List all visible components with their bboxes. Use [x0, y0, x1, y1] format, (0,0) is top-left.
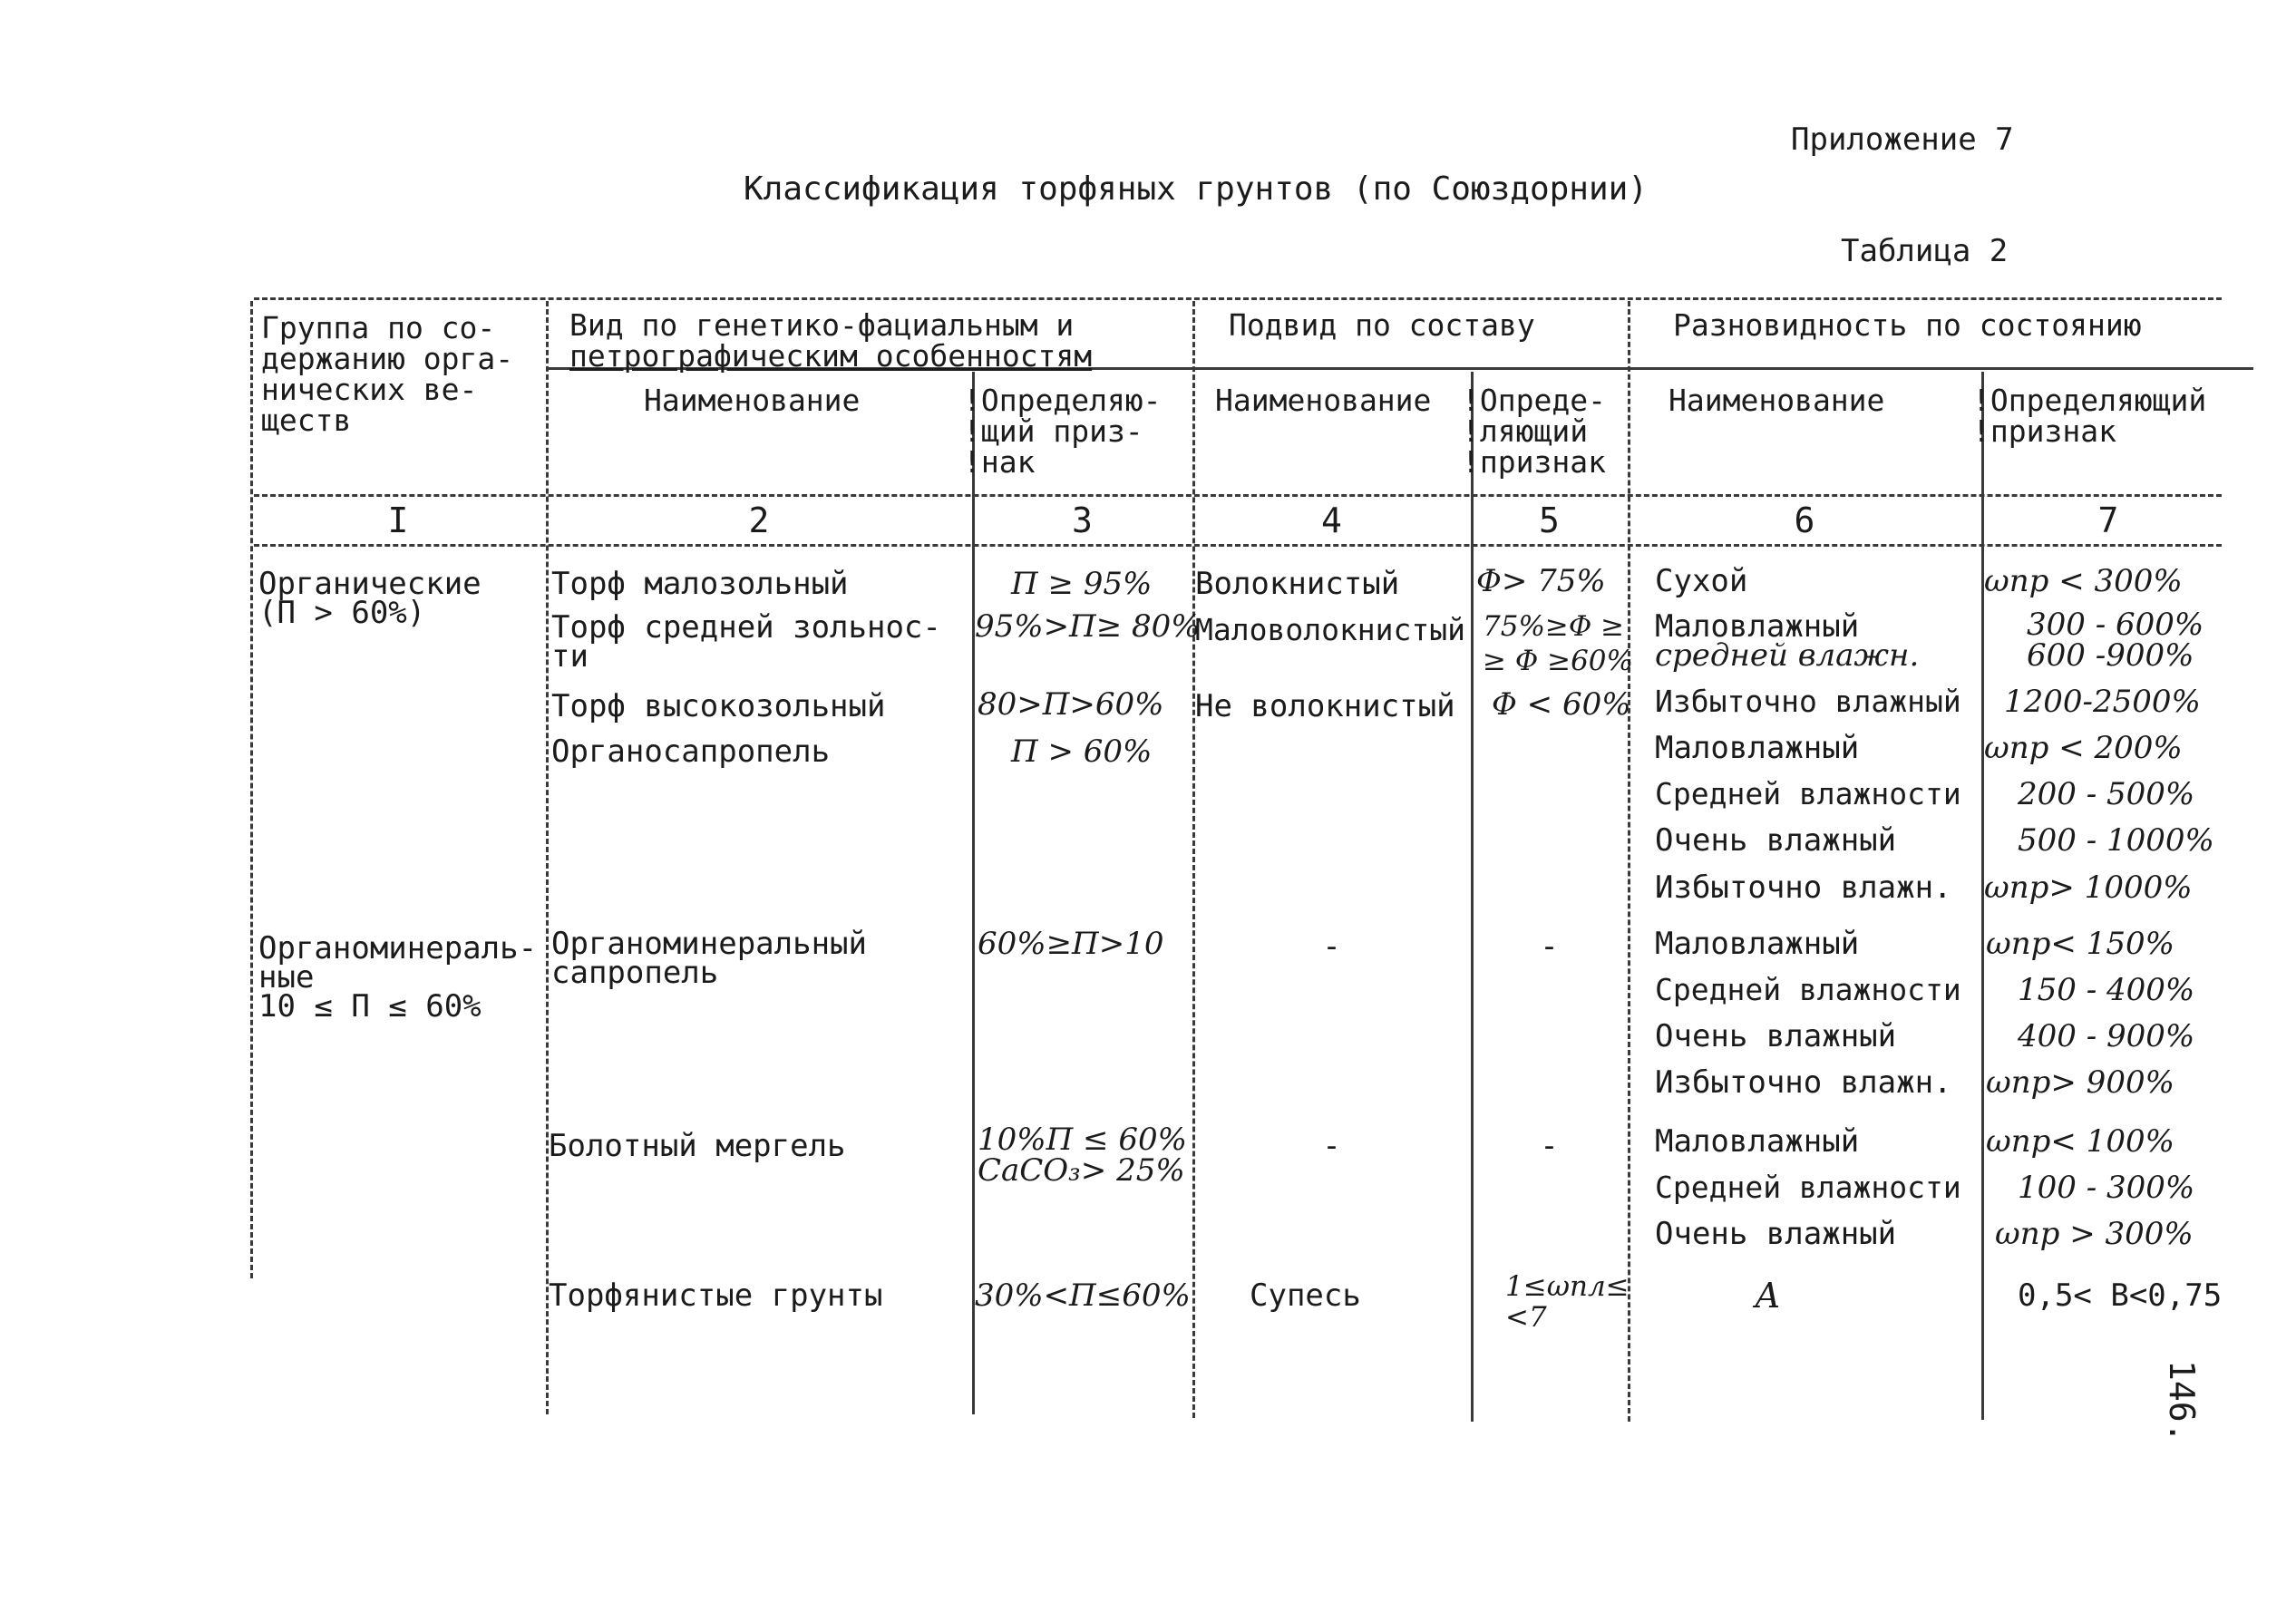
criterion-5-dash-r6: - — [1540, 1128, 1559, 1164]
variety-low-moisture-2: Маловлажный — [1655, 730, 1860, 766]
number-row-line — [254, 544, 2222, 547]
header-criterion-5: !Опреде- !ляющий !признак — [1462, 383, 1606, 480]
header-variety-col: Разновидность по состоянию — [1673, 307, 2142, 343]
col-border-1 — [546, 301, 549, 1414]
subtype-dash-r5: - — [1322, 928, 1341, 965]
criterion-7-r3: 600 -900% — [2027, 637, 2194, 674]
header-name-6: Наименование — [1668, 383, 1885, 418]
criterion-7-r6: 200 - 500% — [2018, 776, 2195, 812]
variety-medium-moisture-2: Средней влажности — [1655, 776, 1961, 811]
header-criterion-3: !Определяю- !щий приз- !нак — [963, 383, 1162, 480]
variety-low-moisture-4: Маловлажный — [1655, 1123, 1860, 1160]
group-organic: Органические (П > 60%) — [258, 566, 482, 631]
subtype-non-fibrous: Не волокнистый — [1195, 688, 1455, 724]
variety-low-moisture: Маловлажный — [1655, 608, 1860, 645]
variety-excess-moist-3: Избыточно влажн. — [1655, 1064, 1952, 1101]
criterion-3-r3: 80>П>60% — [978, 686, 1164, 723]
criterion-7-r7: 500 - 1000% — [2018, 822, 2214, 859]
criterion-7-r5: ωпр < 200% — [1984, 730, 2183, 766]
subtype-dash-r6: - — [1322, 1128, 1341, 1164]
criterion-7-r14: 100 - 300% — [2018, 1170, 2195, 1206]
top-border — [254, 297, 2222, 300]
criterion-7-r4: 1200-2500% — [2004, 684, 2201, 720]
col-number-2: 2 — [748, 500, 770, 540]
header-name-4: Наименование — [1215, 383, 1432, 418]
group-organomineral: Органоминераль- ные 10 ≤ П ≤ 60% — [258, 930, 538, 1025]
variety-medium-moisture-hand: средней влажн. — [1655, 637, 1920, 674]
col-border-5 — [1628, 301, 1630, 1422]
appendix-label: Приложение 7 — [1791, 121, 2014, 158]
subtype-fibrous: Волокнистый — [1195, 566, 1400, 602]
criterion-3-r7: 30%<П≤60% — [975, 1277, 1191, 1314]
header-subtype-col: Подвид по составу — [1229, 307, 1535, 343]
variety-a: А — [1755, 1276, 1781, 1316]
variety-dry: Сухой — [1655, 563, 1748, 599]
type-organomineral-sapropel: Органоминеральный сапропель — [551, 926, 867, 991]
type-marsh-marl: Болотный мергель — [549, 1128, 846, 1164]
criterion-7-r15: ωпр > 300% — [1995, 1216, 2194, 1252]
table-label: Таблица 2 — [1841, 233, 2009, 269]
type-organosapropel: Органосапропель — [551, 733, 831, 770]
col-number-4: 4 — [1321, 500, 1342, 540]
criterion-3-r2: 95%>П≥ 80% — [975, 608, 1201, 645]
page-number: 146. — [2162, 1360, 2202, 1443]
variety-very-moist-3: Очень влажный — [1655, 1018, 1897, 1054]
criterion-5-r3: Φ < 60% — [1492, 686, 1631, 723]
variety-very-moist-2: Очень влажный — [1655, 822, 1897, 859]
col-number-1: I — [387, 500, 409, 540]
criterion-7-r9: ωпр< 150% — [1986, 926, 2174, 962]
col-number-3: 3 — [1072, 500, 1093, 540]
col-border-left — [250, 301, 253, 1278]
criterion-3-r4: П > 60% — [1011, 733, 1153, 770]
variety-medium-moisture-4: Средней влажности — [1655, 1170, 1961, 1205]
criterion-7-r11: 400 - 900% — [2018, 1018, 2195, 1054]
header-bottom-line — [254, 494, 2222, 497]
criterion-7-r16: 0,5< В<0,75 — [2018, 1277, 2223, 1314]
col-number-7: 7 — [2097, 500, 2119, 540]
type-peat-low-ash: Торф малозольный — [551, 566, 849, 602]
page-title: Классификация торфяных грунтов (по Союздорнии) — [744, 170, 1648, 208]
variety-low-moisture-3: Маловлажный — [1655, 926, 1860, 962]
type-peaty-soils: Торфянистые грунты — [549, 1277, 883, 1314]
criterion-7-r2: 300 - 600% — [2027, 607, 2204, 643]
col-number-5: 5 — [1539, 500, 1560, 540]
header-type-col: Вид по генетико-фациальным и петрографическим особенностям — [569, 307, 1093, 374]
criterion-7-r1: ωпр < 300% — [1984, 563, 2183, 599]
criterion-7-r10: 150 - 400% — [2018, 972, 2195, 1008]
criterion-3-r5: 60%≥П>10 — [978, 926, 1164, 962]
subtype-sandy-loam: Супесь — [1250, 1277, 1361, 1314]
criterion-7-r8: ωпр> 1000% — [1984, 869, 2193, 906]
criterion-5-r1: Φ> 75% — [1476, 563, 1606, 599]
type-peat-high-ash: Торф высокозольный — [551, 688, 886, 724]
criterion-5-r2: 75%≥Φ ≥ ≥ Φ ≥60% — [1483, 610, 1633, 677]
variety-excess-moisture: Избыточно влажный — [1655, 684, 1961, 719]
criterion-7-r13: ωпр< 100% — [1986, 1123, 2174, 1160]
header-criterion-7: !Определяющий !признак — [1972, 383, 2207, 449]
criterion-5-r7: 1≤ωпл≤ <7 — [1505, 1270, 1630, 1334]
variety-excess-moist-2: Избыточно влажн. — [1655, 869, 1952, 906]
criterion-5-dash-r5: - — [1540, 928, 1559, 965]
criterion-3-r6: 10%П ≤ 60% CaCO₃> 25% — [978, 1122, 1187, 1189]
col-number-6: 6 — [1794, 500, 1815, 540]
header-group-col: Группа по со- держанию орга- нических ве- ществ — [261, 310, 514, 438]
subtype-low-fibrous: Маловолокнистый — [1195, 612, 1466, 647]
criterion-7-r12: ωпр> 900% — [1986, 1064, 2174, 1101]
col-border-3 — [1192, 301, 1195, 1418]
variety-very-moist-4: Очень влажный — [1655, 1216, 1897, 1252]
variety-medium-moisture-3: Средней влажности — [1655, 972, 1961, 1007]
type-peat-medium-ash: Торф средней зольнос- ти — [551, 609, 941, 675]
criterion-3-r1: П ≥ 95% — [1011, 566, 1153, 602]
header-name-2: Наименование — [644, 383, 861, 418]
